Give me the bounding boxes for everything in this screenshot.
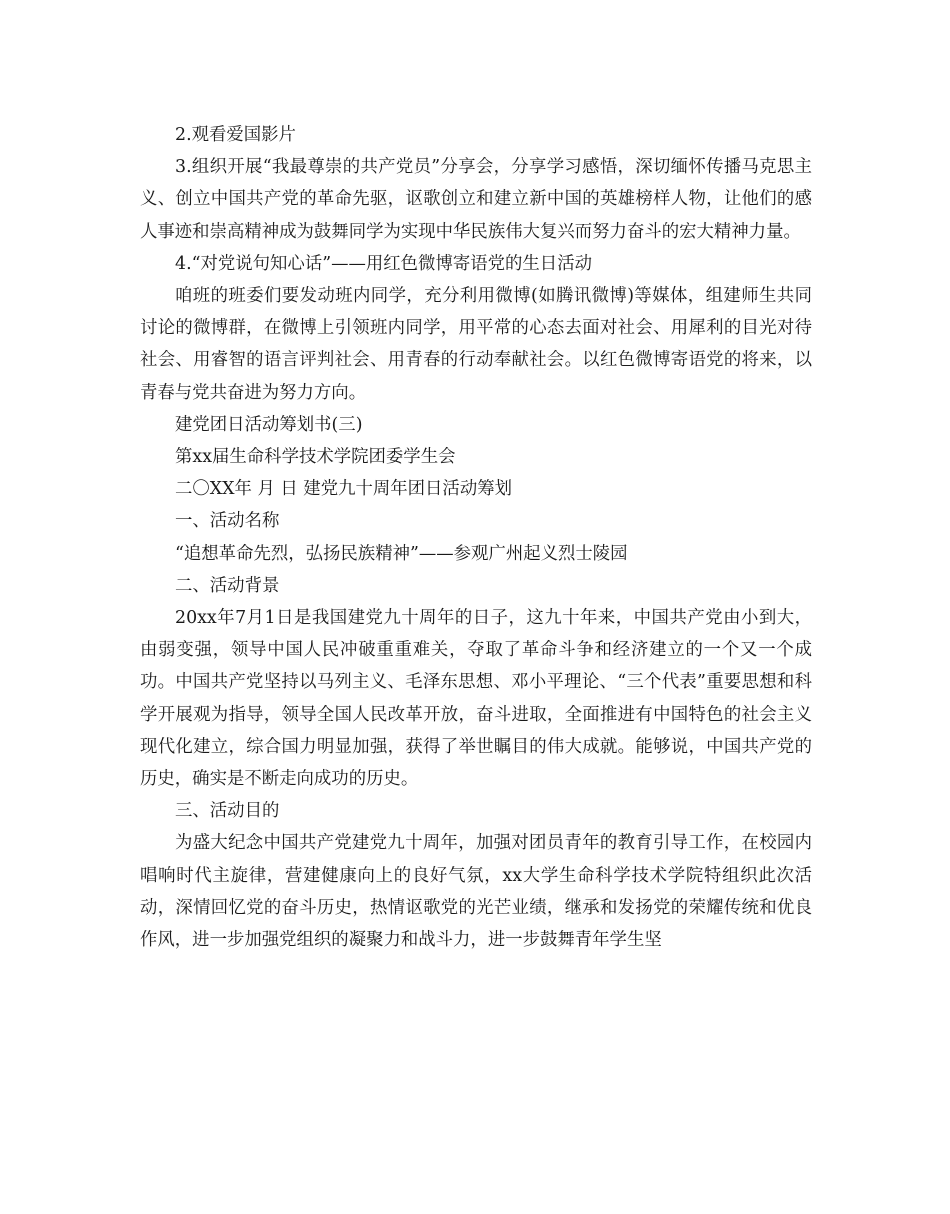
list-item-watch-films: 2.观看爱国影片 <box>175 125 296 145</box>
organizer-line: 第xx届生命科学技术学院团委学生会 <box>175 447 456 468</box>
heading-activity-background: 二、活动背景 <box>175 575 280 596</box>
section-title: 建党团日活动筹划书(三) <box>175 414 363 435</box>
list-item-sharing-session: 3.组织开展“我最尊崇的共产党员”分享会，分享学习感悟，深切缅怀传播马克思主义、创立中国共产党的革命先驱，讴歌创立和建立新中国的英雄榜样人物，让他们的感人事迹和崇高精神成为鼓舞同学为实现中华民族伟大复兴而努力奋斗的宏大精神力量。 <box>140 157 812 242</box>
activity-name-text: “追想革命先烈，弘扬民族精神”——参观广州起义烈士陵园 <box>175 543 628 564</box>
purpose-paragraph: 为盛大纪念中国共产党建党九十周年，加强对团员青年的教育引导工作，在校园内唱响时代主旋律，营建健康向上的良好气氛，xx大学生命科学技术学院特组织此次活动，深情回忆党的奋斗历史，热情讴歌党的光芒业绩，继承和发扬党的荣耀传统和优良作风，进一步加强党组织的凝聚力和战斗力，进一步鼓舞青年学生坚 <box>140 833 812 951</box>
background-paragraph: 20xx年7月1日是我国建党九十周年的日子，这九十年来，中国共产党由小到大，由弱变强，领导中国人民冲破重重难关，夺取了革命斗争和经济建立的一个又一个成功。中国共产党坚持以马列主义、毛泽东思想、邓小平理论、“三个代表”重要思想和科学开展观为指导，领导全国人民改革开放，奋斗进取，全面推进有中国特色的社会主义现代化建立，综合国力明显加强，获得了举世瞩目的伟大成就。能够说，中国共产党的历史，确实是不断走向成功的历史。 <box>140 608 812 790</box>
document-body <box>140 119 812 956</box>
list-item-weibo-activity: 4.“对党说句知心话”——用红色微博寄语党的生日活动 <box>175 253 592 274</box>
heading-activity-purpose: 三、活动目的 <box>175 801 280 822</box>
heading-activity-name: 一、活动名称 <box>175 511 280 532</box>
weibo-paragraph: 咱班的班委们要发动班内同学，充分利用微博(如腾讯微博)等媒体，组建师生共同讨论的微博群，在微博上引领班内同学，用平常的心态去面对社会、用犀利的目光对待社会、用睿智的语言评判社会、用青春的行动奉献社会。以红色微博寄语党的将来，以青春与党共奋进为努力方向。 <box>140 286 812 403</box>
date-line: 二〇XX年 月 日 建党九十周年团日活动筹划 <box>175 479 512 500</box>
